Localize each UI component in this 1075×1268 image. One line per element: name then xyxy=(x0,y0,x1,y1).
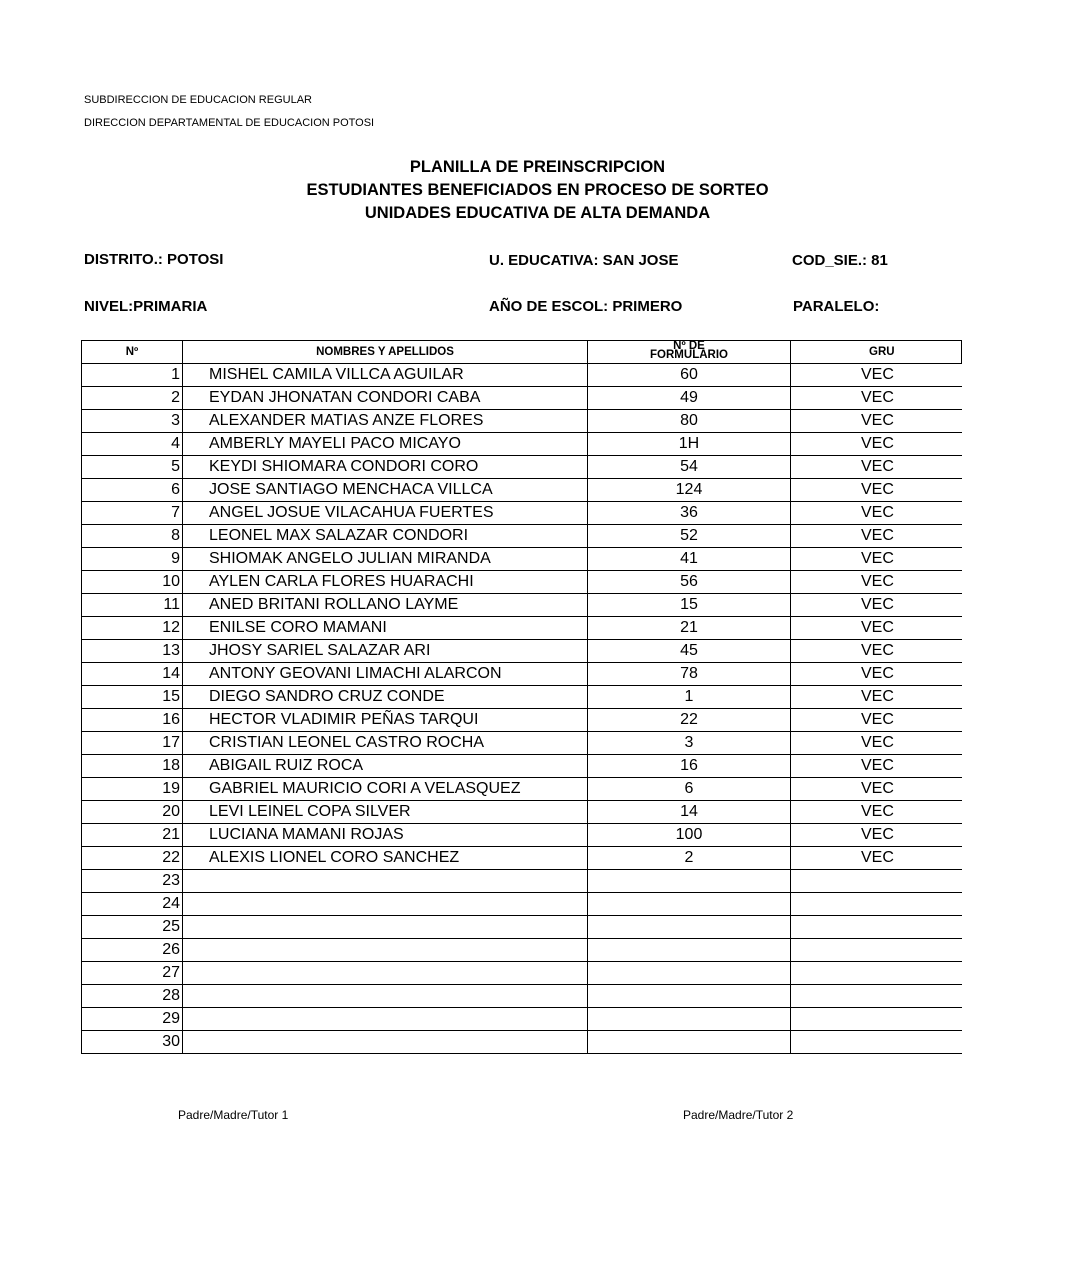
row-form-number: 1 xyxy=(588,686,791,709)
row-form-number xyxy=(588,985,791,1008)
col-header-name: NOMBRES Y APELLIDOS xyxy=(183,341,588,364)
row-form-number: 78 xyxy=(588,663,791,686)
row-form-number: 6 xyxy=(588,778,791,801)
row-group: VEC xyxy=(791,364,962,387)
table-row xyxy=(82,479,962,502)
title-planilla: PLANILLA DE PREINSCRIPCION xyxy=(409,158,666,176)
table-row xyxy=(82,962,962,985)
row-student-name: HECTOR VLADIMIR PEÑAS TARQUI xyxy=(183,709,588,732)
title-estudiantes: ESTUDIANTES BENEFICIADOS EN PROCESO DE SORTEO xyxy=(306,181,769,199)
table-row xyxy=(82,571,962,594)
header-subdireccion: SUBDIRECCION DE EDUCACION REGULAR xyxy=(84,94,312,106)
row-number: 13 xyxy=(82,640,183,663)
row-form-number: 14 xyxy=(588,801,791,824)
row-student-name xyxy=(183,916,588,939)
row-number: 6 xyxy=(82,479,183,502)
row-form-number xyxy=(588,916,791,939)
cod-sie-label: COD_SIE.: 81 xyxy=(792,252,888,269)
row-form-number: 41 xyxy=(588,548,791,571)
table-row xyxy=(82,847,962,870)
table-row xyxy=(82,1031,962,1054)
row-form-number: 54 xyxy=(588,456,791,479)
row-number: 18 xyxy=(82,755,183,778)
row-student-name: KEYDI SHIOMARA CONDORI CORO xyxy=(183,456,588,479)
row-number: 9 xyxy=(82,548,183,571)
row-student-name xyxy=(183,939,588,962)
row-group: VEC xyxy=(791,663,962,686)
nivel-label: NIVEL:PRIMARIA xyxy=(84,298,208,315)
row-group: VEC xyxy=(791,456,962,479)
row-group: VEC xyxy=(791,732,962,755)
row-group: VEC xyxy=(791,686,962,709)
table-row xyxy=(82,617,962,640)
table-row xyxy=(82,732,962,755)
row-group xyxy=(791,1031,962,1054)
row-number: 27 xyxy=(82,962,183,985)
unidad-educativa-label: U. EDUCATIVA: SAN JOSE xyxy=(489,252,679,269)
row-form-number xyxy=(588,870,791,893)
table-row xyxy=(82,870,962,893)
row-group: VEC xyxy=(791,548,962,571)
row-student-name xyxy=(183,1031,588,1054)
row-student-name: AMBERLY MAYELI PACO MICAYO xyxy=(183,433,588,456)
row-group xyxy=(791,985,962,1008)
table-row xyxy=(82,686,962,709)
row-number: 20 xyxy=(82,801,183,824)
table-row xyxy=(82,1008,962,1031)
row-group xyxy=(791,1008,962,1031)
row-form-number xyxy=(588,962,791,985)
row-form-number xyxy=(588,939,791,962)
col-header-number: Nº xyxy=(82,341,183,364)
paralelo-label: PARALELO: xyxy=(793,298,880,315)
col-header-group: GRU xyxy=(791,341,962,364)
row-student-name: ALEXANDER MATIAS ANZE FLORES xyxy=(183,410,588,433)
table-row xyxy=(82,778,962,801)
table-row xyxy=(82,502,962,525)
row-group: VEC xyxy=(791,479,962,502)
table-row xyxy=(82,456,962,479)
table-row xyxy=(82,387,962,410)
row-number: 17 xyxy=(82,732,183,755)
row-form-number: 80 xyxy=(588,410,791,433)
table-row xyxy=(82,548,962,571)
row-group: VEC xyxy=(791,502,962,525)
row-number: 15 xyxy=(82,686,183,709)
anio-escolar-label: AÑO DE ESCOL: PRIMERO xyxy=(489,298,683,315)
row-group: VEC xyxy=(791,824,962,847)
row-number: 21 xyxy=(82,824,183,847)
row-student-name: JOSE SANTIAGO MENCHACA VILLCA xyxy=(183,479,588,502)
signature-tutor-1: Padre/Madre/Tutor 1 xyxy=(178,1108,289,1122)
table-row xyxy=(82,640,962,663)
row-number: 12 xyxy=(82,617,183,640)
row-number: 29 xyxy=(82,1008,183,1031)
row-group: VEC xyxy=(791,847,962,870)
row-form-number: 2 xyxy=(588,847,791,870)
row-number: 16 xyxy=(82,709,183,732)
row-group: VEC xyxy=(791,571,962,594)
row-group xyxy=(791,870,962,893)
row-group: VEC xyxy=(791,801,962,824)
table-row xyxy=(82,801,962,824)
row-group: VEC xyxy=(791,617,962,640)
row-group: VEC xyxy=(791,525,962,548)
row-form-number: 56 xyxy=(588,571,791,594)
row-student-name: EYDAN JHONATAN CONDORI CABA xyxy=(183,387,588,410)
row-group: VEC xyxy=(791,778,962,801)
table-row xyxy=(82,893,962,916)
row-form-number: 15 xyxy=(588,594,791,617)
header-direccion: DIRECCION DEPARTAMENTAL DE EDUCACION POTOSI xyxy=(84,117,375,129)
row-student-name: AYLEN CARLA FLORES HUARACHI xyxy=(183,571,588,594)
table-header-row xyxy=(82,341,962,364)
row-group xyxy=(791,893,962,916)
row-group xyxy=(791,962,962,985)
row-student-name: ANED BRITANI ROLLANO LAYME xyxy=(183,594,588,617)
row-number: 1 xyxy=(82,364,183,387)
row-number: 30 xyxy=(82,1031,183,1054)
row-student-name: ANTONY GEOVANI LIMACHI ALARCON xyxy=(183,663,588,686)
row-student-name: ALEXIS LIONEL CORO SANCHEZ xyxy=(183,847,588,870)
row-number: 4 xyxy=(82,433,183,456)
row-form-number: 100 xyxy=(588,824,791,847)
row-number: 5 xyxy=(82,456,183,479)
row-form-number xyxy=(588,1031,791,1054)
table-row xyxy=(82,410,962,433)
row-group xyxy=(791,939,962,962)
table-row xyxy=(82,916,962,939)
row-student-name: ABIGAIL RUIZ ROCA xyxy=(183,755,588,778)
table-row xyxy=(82,824,962,847)
row-number: 28 xyxy=(82,985,183,1008)
table-row xyxy=(82,364,962,387)
row-student-name xyxy=(183,962,588,985)
title-unidades: UNIDADES EDUCATIVA DE ALTA DEMANDA xyxy=(364,204,711,222)
table-row xyxy=(82,594,962,617)
table-row xyxy=(82,663,962,686)
table-row xyxy=(82,709,962,732)
row-form-number: 1H xyxy=(588,433,791,456)
row-student-name: LUCIANA MAMANI ROJAS xyxy=(183,824,588,847)
row-student-name: ENILSE CORO MAMANI xyxy=(183,617,588,640)
students-table xyxy=(81,340,962,1054)
row-number: 2 xyxy=(82,387,183,410)
row-group: VEC xyxy=(791,709,962,732)
row-student-name: GABRIEL MAURICIO CORI A VELASQUEZ xyxy=(183,778,588,801)
row-form-number: 52 xyxy=(588,525,791,548)
row-number: 14 xyxy=(82,663,183,686)
row-group: VEC xyxy=(791,594,962,617)
row-number: 7 xyxy=(82,502,183,525)
row-number: 25 xyxy=(82,916,183,939)
row-student-name xyxy=(183,870,588,893)
row-form-number: 124 xyxy=(588,479,791,502)
row-student-name: MISHEL CAMILA VILLCA AGUILAR xyxy=(183,364,588,387)
table-row xyxy=(82,939,962,962)
row-group: VEC xyxy=(791,755,962,778)
row-student-name: LEONEL MAX SALAZAR CONDORI xyxy=(183,525,588,548)
row-form-number: 3 xyxy=(588,732,791,755)
row-number: 8 xyxy=(82,525,183,548)
row-number: 3 xyxy=(82,410,183,433)
row-number: 23 xyxy=(82,870,183,893)
table-body xyxy=(82,364,962,1054)
row-student-name xyxy=(183,893,588,916)
table-row xyxy=(82,525,962,548)
row-number: 22 xyxy=(82,847,183,870)
row-student-name: LEVI LEINEL COPA SILVER xyxy=(183,801,588,824)
row-student-name xyxy=(183,1008,588,1031)
row-student-name: JHOSY SARIEL SALAZAR ARI xyxy=(183,640,588,663)
col-header-form-line1: Nº DE xyxy=(673,340,705,352)
col-header-form-line2: FORMULARIO xyxy=(650,349,728,361)
row-student-name: CRISTIAN LEONEL CASTRO ROCHA xyxy=(183,732,588,755)
row-form-number: 16 xyxy=(588,755,791,778)
row-group xyxy=(791,916,962,939)
row-form-number: 22 xyxy=(588,709,791,732)
row-form-number: 21 xyxy=(588,617,791,640)
row-form-number xyxy=(588,893,791,916)
row-form-number: 45 xyxy=(588,640,791,663)
distrito-label: DISTRITO.: POTOSI xyxy=(84,251,224,268)
row-student-name: DIEGO SANDRO CRUZ CONDE xyxy=(183,686,588,709)
table-row xyxy=(82,433,962,456)
row-group: VEC xyxy=(791,433,962,456)
row-student-name: SHIOMAK ANGELO JULIAN MIRANDA xyxy=(183,548,588,571)
row-number: 11 xyxy=(82,594,183,617)
table-row xyxy=(82,985,962,1008)
row-form-number: 60 xyxy=(588,364,791,387)
row-group: VEC xyxy=(791,640,962,663)
row-form-number xyxy=(588,1008,791,1031)
signature-tutor-2: Padre/Madre/Tutor 2 xyxy=(683,1108,794,1122)
row-student-name: ANGEL JOSUE VILACAHUA FUERTES xyxy=(183,502,588,525)
row-number: 19 xyxy=(82,778,183,801)
col-header-form xyxy=(588,341,791,364)
table-row xyxy=(82,755,962,778)
row-group: VEC xyxy=(791,387,962,410)
row-form-number: 49 xyxy=(588,387,791,410)
row-number: 10 xyxy=(82,571,183,594)
row-form-number: 36 xyxy=(588,502,791,525)
row-group: VEC xyxy=(791,410,962,433)
row-number: 24 xyxy=(82,893,183,916)
row-number: 26 xyxy=(82,939,183,962)
row-student-name xyxy=(183,985,588,1008)
